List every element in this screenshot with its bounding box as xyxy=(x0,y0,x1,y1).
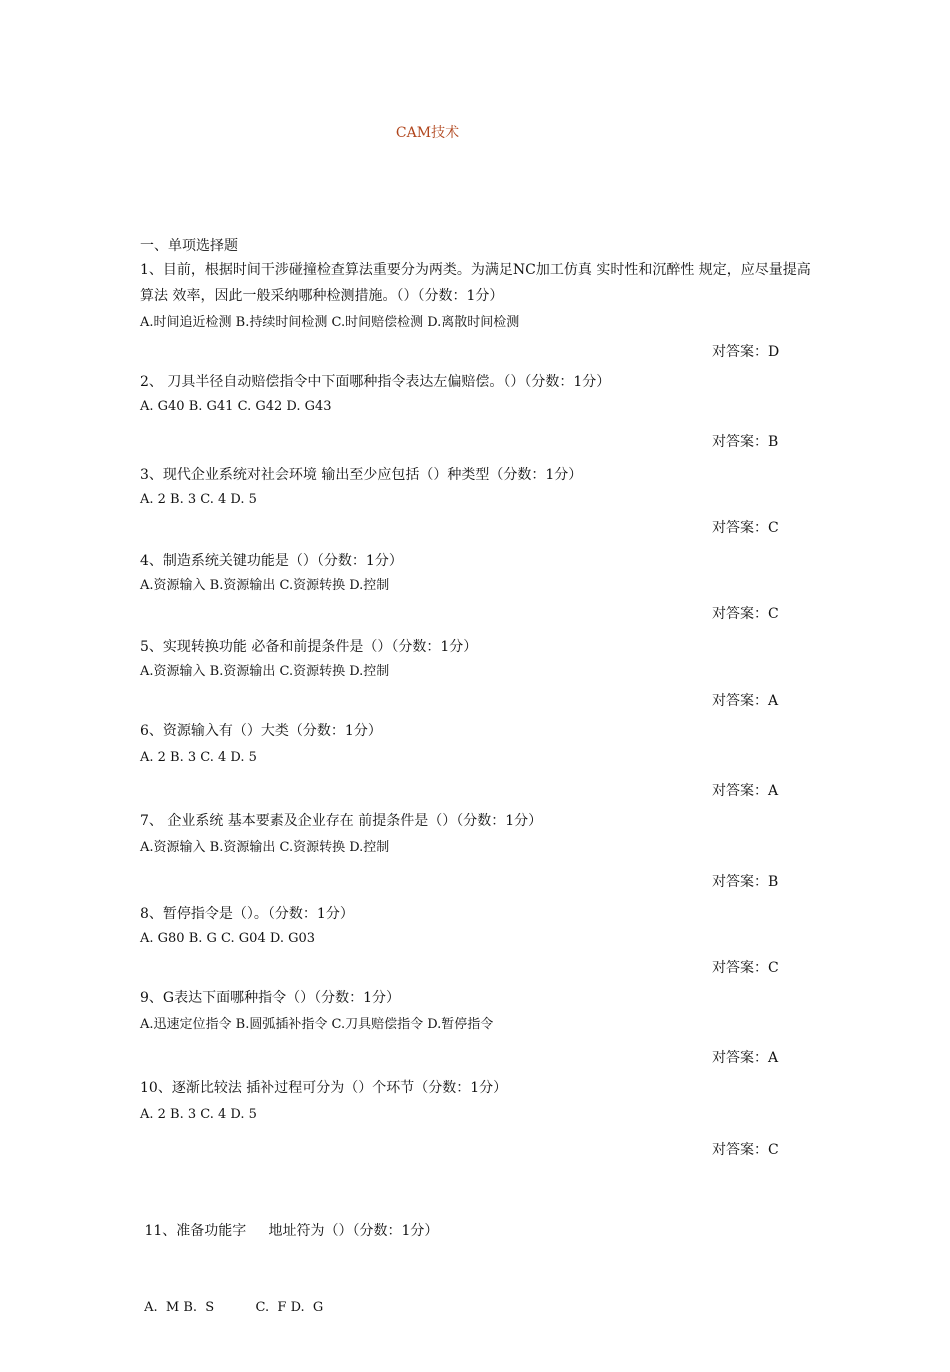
question-3 xyxy=(140,462,820,512)
question-stem: 7、 企业系统 基本要素及企业存在 前提条件是（）（分数：1分） xyxy=(140,813,543,829)
question-options: A. G80 B. G C. G04 D. G03 xyxy=(140,931,316,946)
question-11 xyxy=(140,1166,820,1372)
question-stem: 5、实现转换功能 必备和前提条件是（）（分数：1分） xyxy=(140,639,478,655)
answer-5: 对答案：A xyxy=(712,693,779,709)
question-stem: 8、暂停指令是（）。（分数：1分） xyxy=(140,906,354,922)
question-7 xyxy=(140,808,820,860)
question-options: A. 2 B. 3 C. 4 D. 5 xyxy=(140,492,257,507)
question-stem: 4、制造系统关键功能是（）（分数：1分） xyxy=(140,553,403,569)
question-options: A.资源输入 B.资源输出 C.资源转换 D.控制 xyxy=(140,664,390,679)
question-options: A.时间追近检测 B.持续时间检测 C.时间赔偿检测 D.离散时间检测 xyxy=(140,315,520,330)
question-stem: 6、资源输入有（）大类（分数：1分） xyxy=(140,723,382,739)
answer-2: 对答案：B xyxy=(712,434,779,450)
question-options: A.迅速定位指令 B.圆弧插补指令 C.刀具赔偿指令 D.暂停指令 xyxy=(140,1017,494,1032)
question-1 xyxy=(140,257,820,335)
question-10 xyxy=(140,1075,820,1127)
question-options: A. 2 B. 3 C. 4 D. 5 xyxy=(140,750,257,765)
question-stem: 10、逐渐比较法 插补过程可分为（）个环节（分数：1分） xyxy=(140,1080,508,1096)
question-options: A. G40 B. G41 C. G42 D. G43 xyxy=(140,399,332,414)
answer-10: 对答案：C xyxy=(712,1142,779,1158)
answer-7: 对答案：B xyxy=(712,874,779,890)
question-stem: 1、目前，根据时间干涉碰撞检查算法重要分为两类。为满足NC加工仿真 实时性和沉醉性 规定，应尽量提高算法 效率，因此一般采纳哪种检测措施。（）（分数：1分） xyxy=(140,262,811,304)
question-stem: 9、G表达下面哪种指令（）（分数：1分） xyxy=(140,990,400,1006)
question-8 xyxy=(140,901,820,951)
document-title: CAM技术 xyxy=(395,125,460,141)
question-4 xyxy=(140,548,820,598)
question-6 xyxy=(140,718,820,770)
question-stem: 2、 刀具半径自动赔偿指令中下面哪种指令表达左偏赔偿。（）（分数：1分） xyxy=(140,374,611,390)
question-stem: 3、现代企业系统对社会环境 输出至少应包括（）种类型（分数：1分） xyxy=(140,467,583,483)
answer-1: 对答案：D xyxy=(712,344,780,360)
question-stem: 11、准备功能字 地址符为（）（分数：1分） xyxy=(140,1223,439,1239)
question-5 xyxy=(140,634,820,684)
answer-8: 对答案：C xyxy=(712,960,779,976)
question-9 xyxy=(140,985,820,1037)
section-heading: 一、单项选择题 xyxy=(140,238,238,254)
answer-3: 对答案：C xyxy=(712,520,779,536)
question-options: A.资源输入 B.资源输出 C.资源转换 D.控制 xyxy=(140,840,390,855)
question-options: A.资源输入 B.资源输出 C.资源转换 D.控制 xyxy=(140,578,390,593)
question-2 xyxy=(140,369,820,419)
answer-4: 对答案：C xyxy=(712,606,779,622)
question-options: A. M B. S C. F D. G xyxy=(140,1300,324,1315)
answer-9: 对答案：A xyxy=(712,1050,779,1066)
question-options: A. 2 B. 3 C. 4 D. 5 xyxy=(140,1107,257,1122)
answer-6: 对答案：A xyxy=(712,783,779,799)
